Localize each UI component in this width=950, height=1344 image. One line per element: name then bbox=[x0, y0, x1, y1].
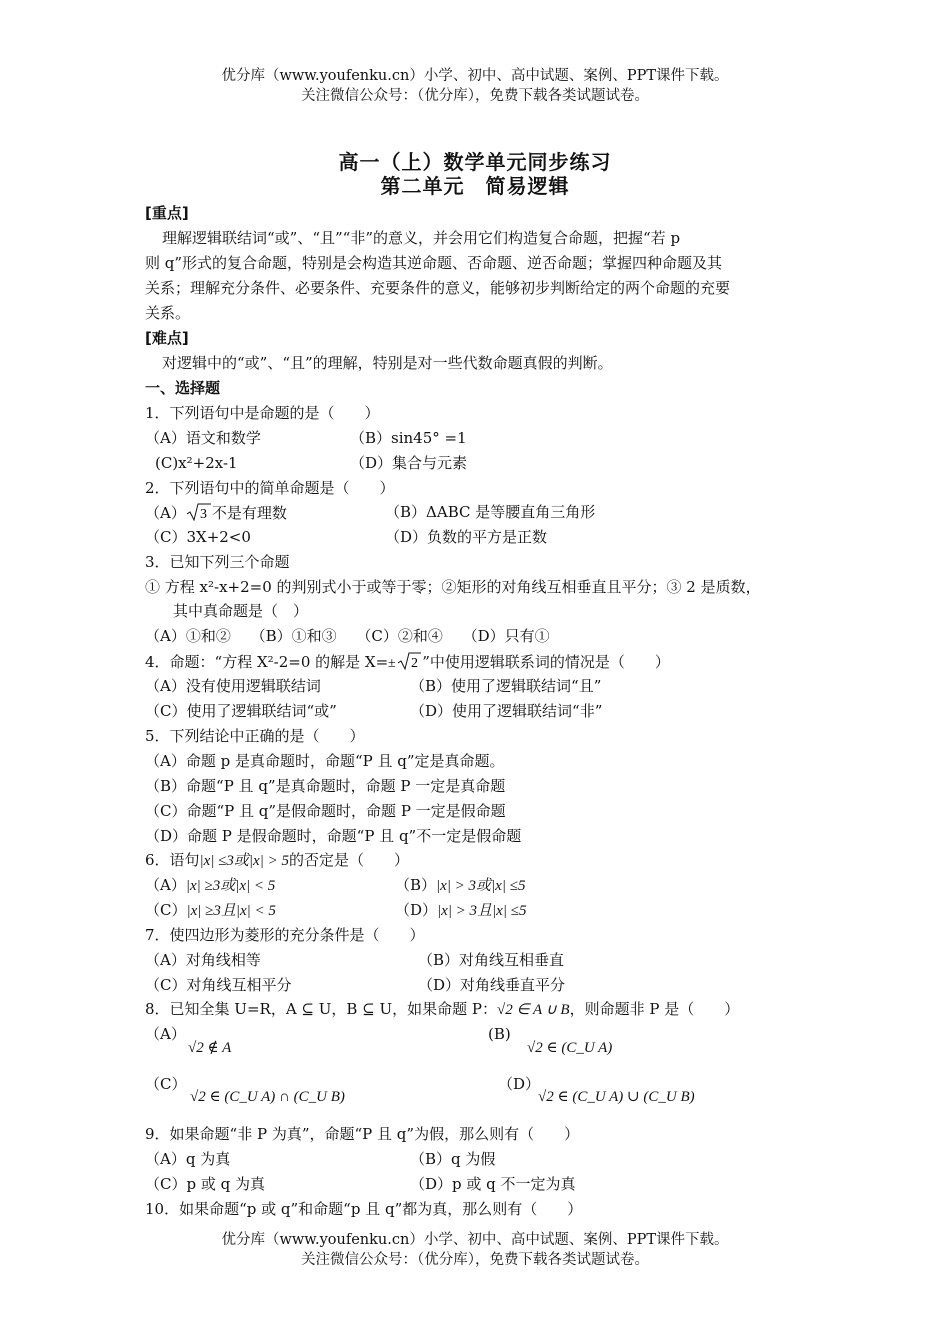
q2-option-a bbox=[145, 502, 287, 523]
q6-b-label: （B） bbox=[395, 876, 437, 894]
q8-stem-math: √2 ∈ A ∪ B bbox=[497, 1002, 570, 1018]
focus-text-1: 理解逻辑联结词“或”、“且”“非”的意义，并会用它们构造复合命题，把握“若 p bbox=[162, 229, 681, 247]
q10-stem: 10．如果命题“p 或 q”和命题“p 且 q”都为真，那么则有（ ） bbox=[145, 1200, 583, 1218]
q6-option-a bbox=[145, 875, 275, 896]
q9-option-b: （B）q 为假 bbox=[410, 1150, 496, 1168]
q5-option-b: （B）命题“P 且 q”是真命题时，命题 P 一定是真命题 bbox=[145, 777, 506, 795]
q8-d-math: √2 ∈ (C_U A) ∪ (C_U B) bbox=[538, 1089, 695, 1105]
page-subtitle: 第二单元 简易逻辑 bbox=[380, 174, 570, 198]
q4-option-d: （D）使用了逻辑联结词“非” bbox=[410, 702, 603, 720]
q6-a-label: （A） bbox=[145, 876, 186, 894]
q9-option-d: （D）p 或 q 不一定为真 bbox=[410, 1175, 576, 1193]
focus-text-4: 关系。 bbox=[145, 304, 191, 322]
footer-line-1: 优分库（www.youfenku.cn）小学、初中、高中试题、案例、PPT课件下载。 bbox=[221, 1232, 729, 1248]
q4-option-c: （C）使用了逻辑联结词“或” bbox=[145, 702, 337, 720]
svg-text:3: 3 bbox=[199, 507, 207, 522]
q5-option-c: （C）命题“P 且 q”是假命题时，命题 P 一定是假命题 bbox=[145, 802, 506, 820]
q7-option-a: （A）对角线相等 bbox=[145, 951, 261, 969]
focus-text-3: 关系；理解充分条件、必要条件、充要条件的意义，能够初步判断给定的两个命题的充要 bbox=[145, 279, 731, 297]
q1-option-b: （B）sin45° =1 bbox=[350, 429, 467, 447]
q5-option-a: （A）命题 p 是真命题时，命题“P 且 q”定是真命题。 bbox=[145, 752, 505, 770]
q2-option-a-label: （A） bbox=[145, 504, 186, 522]
sqrt3-formula bbox=[186, 502, 212, 522]
q9-option-c: （C）p 或 q 为真 bbox=[145, 1175, 265, 1193]
q3-line-2: 其中真命题是（ ） bbox=[173, 602, 309, 620]
pm-sqrt2-formula bbox=[388, 651, 422, 671]
q7-option-b: （B）对角线互相垂直 bbox=[418, 951, 565, 969]
q7-option-c: （C）对角线互相平分 bbox=[145, 976, 292, 994]
q5-stem: 5．下列结论中正确的是（ ） bbox=[145, 727, 365, 745]
q7-option-d: （D）对角线垂直平分 bbox=[418, 976, 566, 994]
q6-stem-math: |x| ≤3或|x| > 5 bbox=[199, 853, 289, 869]
header-line-1: 优分库（www.youfenku.cn）小学、初中、高中试题、案例、PPT课件下载。 bbox=[221, 68, 729, 84]
q8-d-label: （D） bbox=[498, 1075, 541, 1093]
q2-option-d: （D）负数的平方是正数 bbox=[385, 528, 548, 546]
q7-stem: 7．使四边形为菱形的充分条件是（ ） bbox=[145, 926, 425, 944]
q2-option-b: （B）ΔABC 是等腰直角三角形 bbox=[385, 503, 596, 521]
page-title: 高一（上）数学单元同步练习 bbox=[338, 150, 612, 174]
header-line-2: 关注微信公众号：（优分库），免费下载各类试题试卷。 bbox=[301, 88, 649, 104]
q4-stem-post: ”中使用逻辑联系词的情况是（ ） bbox=[422, 653, 670, 671]
q3-options: （A）①和② （B）①和③ （C）②和④ （D）只有① bbox=[145, 627, 550, 645]
q8-c-math: √2 ∈ (C_U A) ∩ (C_U B) bbox=[190, 1089, 345, 1105]
q4-stem bbox=[145, 651, 670, 672]
q3-stem: 3．已知下列三个命题 bbox=[145, 553, 290, 571]
svg-text:±: ± bbox=[388, 656, 396, 671]
q6-stem-pre: 6．语句 bbox=[145, 851, 200, 869]
q8-c-label: （C） bbox=[145, 1075, 187, 1093]
q6-stem-post: 的否定是（ ） bbox=[288, 851, 409, 869]
q9-stem: 9．如果命题“非 P 为真”，命题“P 且 q”为假，那么则有（ ） bbox=[145, 1125, 580, 1143]
q6-stem bbox=[145, 850, 409, 871]
q8-a-label: （A） bbox=[145, 1025, 186, 1043]
q1-stem: 1．下列语句中是命题的是（ ） bbox=[145, 404, 380, 422]
focus-label: [重点] bbox=[145, 204, 189, 222]
q5-option-d: （D）命题 P 是假命题时，命题“P 且 q”不一定是假命题 bbox=[145, 827, 522, 845]
q4-option-a: （A）没有使用逻辑联结词 bbox=[145, 677, 321, 695]
q8-b-math: √2 ∈ (C_U A) bbox=[527, 1040, 613, 1056]
q9-option-a: （A）q 为真 bbox=[145, 1150, 231, 1168]
difficulty-label: [难点] bbox=[145, 329, 189, 347]
footer-line-2: 关注微信公众号：（优分库），免费下载各类试题试卷。 bbox=[301, 1252, 649, 1268]
q6-b-math: |x| > 3或|x| ≤5 bbox=[436, 878, 526, 894]
q6-option-b bbox=[395, 875, 525, 896]
q6-option-d bbox=[395, 900, 526, 921]
difficulty-text: 对逻辑中的“或”、“且”的理解，特别是对一些代数命题真假的判断。 bbox=[162, 354, 613, 372]
q2-option-a-text: 不是有理数 bbox=[211, 504, 287, 522]
q8-a-math: √2 ∉ A bbox=[188, 1040, 232, 1056]
q1-option-a: （A）语文和数学 bbox=[145, 429, 261, 447]
svg-text:2: 2 bbox=[411, 656, 419, 671]
q1-option-d: （D）集合与元素 bbox=[350, 454, 468, 472]
q8-b-label: (B) bbox=[488, 1025, 511, 1043]
q1-option-c: (C)x²+2x-1 bbox=[155, 454, 238, 472]
q4-stem-pre: 4．命题：“方程 X²-2=0 的解是 X= bbox=[145, 653, 389, 671]
q4-option-b: （B）使用了逻辑联结词“且” bbox=[410, 677, 602, 695]
section-heading: 一、选择题 bbox=[145, 379, 221, 397]
q3-line-1: ① 方程 x²-x+2=0 的判别式小于或等于零；②矩形的对角线互相垂直且平分；③ 2 是质数， bbox=[145, 578, 761, 596]
q2-stem: 2．下列语句中的简单命题是（ ） bbox=[145, 479, 395, 497]
focus-text-2: 则 q”形式的复合命题，特别是会构造其逆命题、否命题、逆否命题；掌握四种命题及其 bbox=[145, 254, 723, 272]
q8-stem bbox=[145, 999, 739, 1020]
q2-option-c: （C）3X+2<0 bbox=[145, 528, 251, 546]
q6-c-math: |x| ≥3且|x| < 5 bbox=[186, 903, 276, 919]
q6-d-math: |x| > 3且|x| ≤5 bbox=[437, 903, 527, 919]
q8-stem-post: ，则命题非 P 是（ ） bbox=[569, 1000, 740, 1018]
q8-stem-pre: 8．已知全集 U=R，A ⊆ U，B ⊆ U，如果命题 P： bbox=[145, 1000, 498, 1018]
q6-c-label: （C） bbox=[145, 901, 187, 919]
q6-d-label: （D） bbox=[395, 901, 438, 919]
q6-a-math: |x| ≥3或|x| < 5 bbox=[185, 878, 276, 894]
q6-option-c bbox=[145, 900, 276, 921]
